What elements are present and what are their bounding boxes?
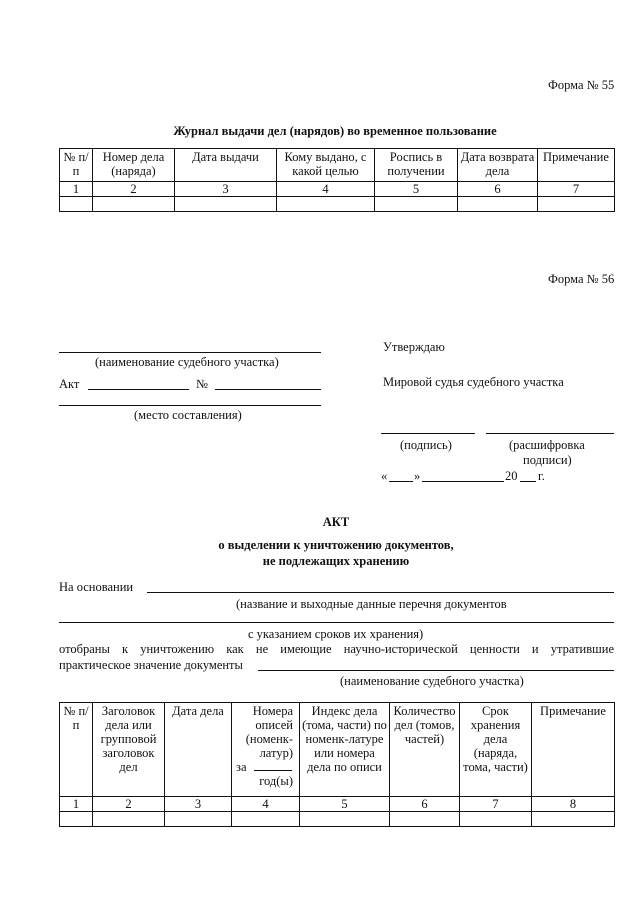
- court-name-caption: (наименование судебного участка): [95, 355, 279, 369]
- table-cell[interactable]: [93, 197, 175, 212]
- col-index: 6: [390, 797, 460, 812]
- table-cell[interactable]: [458, 197, 538, 212]
- court-name-line-2[interactable]: [258, 670, 614, 671]
- decode-caption-1: (расшифровка: [509, 438, 585, 452]
- inventory-year-row: [234, 760, 293, 774]
- date-open-quote: «: [381, 469, 388, 483]
- basis-label: На основании: [59, 580, 134, 594]
- table-cell[interactable]: [460, 812, 532, 827]
- date-month-line[interactable]: [422, 481, 504, 482]
- table-row: [60, 797, 615, 812]
- inventory-year-line[interactable]: [254, 760, 292, 771]
- col-storage-term-header: Срок хранения дела (наряда, тома, части): [460, 703, 532, 797]
- basis-line[interactable]: [147, 592, 614, 593]
- act-date-line[interactable]: [88, 389, 189, 390]
- act-number-line[interactable]: [215, 389, 321, 390]
- col-number-header: № п/п: [60, 149, 93, 182]
- col-recipient-header: Кому выдано, с какой целью: [277, 149, 375, 182]
- act-title: АКТ: [322, 515, 350, 529]
- body-line-1: отобраны к уничтожению как не имеющие научно-исторической ценности и утратившие: [59, 642, 614, 656]
- table-cell[interactable]: [93, 812, 165, 827]
- form-55-title: Журнал выдачи дел (нарядов) во временное пользование: [173, 124, 497, 138]
- table-header-row: [60, 703, 615, 797]
- table-header-row: [60, 149, 615, 182]
- col-inventory-header: [232, 703, 300, 797]
- table-cell[interactable]: [390, 812, 460, 827]
- signature-decode-line[interactable]: [486, 433, 614, 434]
- col-case-date-header: Дата дела: [165, 703, 232, 797]
- table-cell[interactable]: [165, 812, 232, 827]
- inventory-year-suffix: год(ы): [259, 774, 293, 788]
- col-number-header: № п/п: [60, 703, 93, 797]
- col-index: 5: [375, 182, 458, 197]
- table-row: [60, 812, 615, 827]
- judge-label: Мировой судья судебного участка: [383, 375, 564, 389]
- place-line[interactable]: [59, 405, 321, 406]
- form-55-label: Форма № 55: [548, 78, 615, 92]
- basis-line-2[interactable]: [59, 622, 614, 623]
- year-prefix: 20: [505, 469, 518, 483]
- date-year-line[interactable]: [520, 481, 536, 482]
- col-index: 4: [277, 182, 375, 197]
- signature-line[interactable]: [381, 433, 475, 434]
- court-name-line[interactable]: [59, 352, 321, 353]
- decode-caption-2: подписи): [523, 453, 572, 467]
- table-cell[interactable]: [60, 812, 93, 827]
- col-case-index-header: Индекс дела (тома, части) по номенк-латуре или номера дела по описи: [300, 703, 390, 797]
- date-day-line[interactable]: [389, 481, 413, 482]
- table-row: [60, 197, 615, 212]
- form-56-label: Форма № 56: [548, 272, 615, 286]
- terms-caption: с указанием сроков их хранения): [248, 627, 424, 641]
- act-number-label: №: [196, 377, 208, 391]
- col-case-number-header: Номер дела (наряда): [93, 149, 175, 182]
- col-index: 7: [538, 182, 615, 197]
- col-index: 2: [93, 182, 175, 197]
- basis-caption: (название и выходные данные перечня документов: [236, 597, 507, 611]
- act-subtitle-2: не подлежащих хранению: [262, 554, 410, 568]
- approve-label: Утверждаю: [383, 340, 445, 354]
- col-index: 7: [460, 797, 532, 812]
- col-index: 3: [165, 797, 232, 812]
- table-cell[interactable]: [538, 197, 615, 212]
- year-suffix: г.: [538, 469, 545, 483]
- col-index: 4: [232, 797, 300, 812]
- col-signature-header: Роспись в получении: [375, 149, 458, 182]
- issue-journal-table: [59, 148, 615, 212]
- col-index: 1: [60, 182, 93, 197]
- table-cell[interactable]: [532, 812, 615, 827]
- col-quantity-header: Количество дел (томов, частей): [390, 703, 460, 797]
- court-name-caption-2: (наименование судебного участка): [340, 674, 524, 688]
- table-cell[interactable]: [300, 812, 390, 827]
- place-caption: (место составления): [134, 408, 242, 422]
- col-note-header: Примечание: [538, 149, 615, 182]
- col-case-title-header: Заголовок дела или групповой заголовок дел: [93, 703, 165, 797]
- table-cell[interactable]: [60, 197, 93, 212]
- col-index: 2: [93, 797, 165, 812]
- table-cell[interactable]: [375, 197, 458, 212]
- col-index: 1: [60, 797, 93, 812]
- col-index: 8: [532, 797, 615, 812]
- table-cell[interactable]: [232, 812, 300, 827]
- table-cell[interactable]: [175, 197, 277, 212]
- act-subtitle-1: о выделении к уничтожению документов,: [218, 538, 454, 552]
- col-index: 3: [175, 182, 277, 197]
- inventory-year-prefix: за: [236, 760, 247, 774]
- signature-caption: (подпись): [400, 438, 452, 452]
- destruction-table: [59, 702, 615, 827]
- col-index: 5: [300, 797, 390, 812]
- table-cell[interactable]: [277, 197, 375, 212]
- inventory-numbers-text: Номера описей (номенк-латур): [245, 704, 293, 760]
- col-note-header: Примечание: [532, 703, 615, 797]
- col-return-date-header: Дата возврата дела: [458, 149, 538, 182]
- date-close-quote: »: [414, 469, 421, 483]
- table-row: [60, 182, 615, 197]
- col-index: 6: [458, 182, 538, 197]
- body-line-2: практическое значение документы: [59, 658, 243, 672]
- col-issue-date-header: Дата выдачи: [175, 149, 277, 182]
- act-label: Акт: [59, 377, 80, 391]
